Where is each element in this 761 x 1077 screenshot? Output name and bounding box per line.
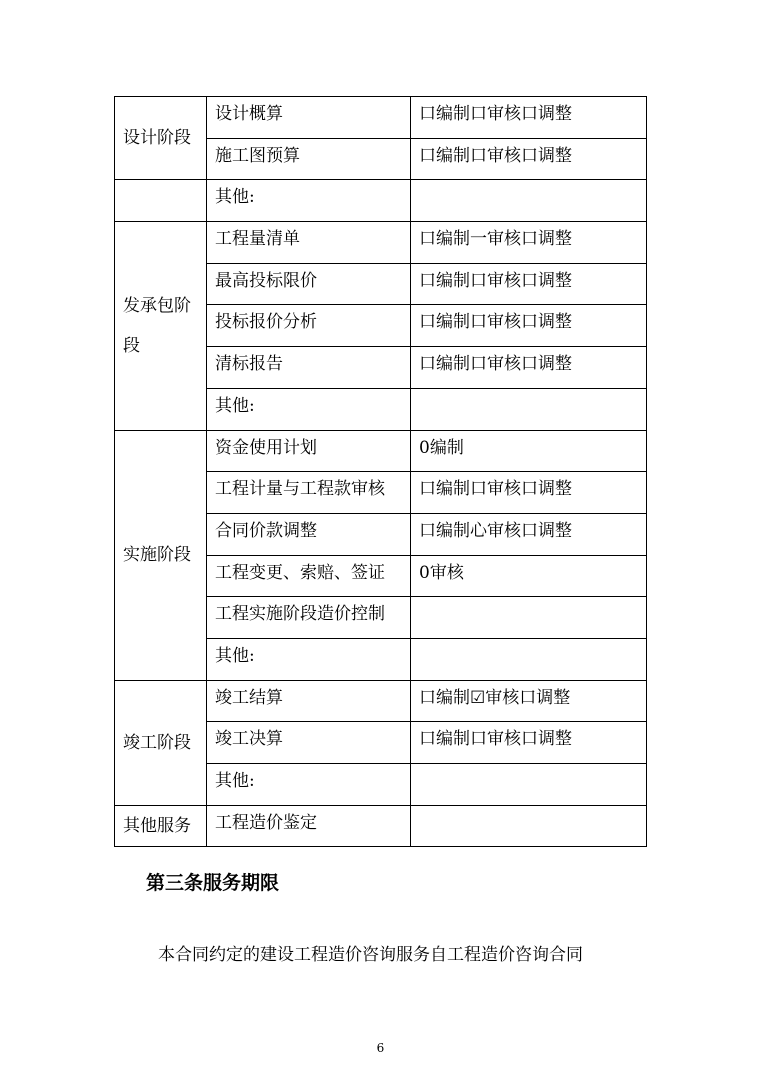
page-number: 6 — [376, 1041, 385, 1055]
options-cell: 口编制口审核口调整 — [411, 472, 647, 514]
options-cell: 口编制☑审核口调整 — [411, 680, 647, 722]
item-cell: 其他: — [207, 180, 411, 222]
item-cell: 竣工决算 — [207, 722, 411, 764]
item-cell: 其他: — [207, 638, 411, 680]
options-cell — [411, 388, 647, 430]
table-row — [115, 680, 647, 722]
stage-cell — [115, 680, 207, 805]
item-cell: 施工图预算 — [207, 138, 411, 180]
options-cell — [411, 638, 647, 680]
item-cell: 工程变更、索赔、签证 — [207, 555, 411, 597]
service-scope-table — [114, 96, 647, 847]
options-cell: 0编制 — [411, 430, 647, 472]
stage-cell — [115, 430, 207, 680]
options-cell — [411, 764, 647, 806]
stage-cell — [115, 180, 207, 222]
item-cell: 资金使用计划 — [207, 430, 411, 472]
table-row — [115, 97, 647, 139]
stage-label: 实施阶段 — [123, 545, 191, 566]
item-cell: 竣工结算 — [207, 680, 411, 722]
stage-label: 其他服务 — [123, 816, 191, 837]
options-cell: 口编制一审核口调整 — [411, 222, 647, 264]
stage-cell — [115, 805, 207, 847]
stage-label: 竣工阶段 — [123, 732, 191, 753]
item-cell: 工程计量与工程款审核 — [207, 472, 411, 514]
item-cell: 投标报价分析 — [207, 305, 411, 347]
options-cell: 口编制心审核口调整 — [411, 513, 647, 555]
table-row — [115, 180, 647, 222]
item-cell: 清标报告 — [207, 347, 411, 389]
body-paragraph: 本合同约定的建设工程造价咨询服务自工程造价咨询合同 — [158, 945, 583, 965]
options-cell: 口编制口审核口调整 — [411, 347, 647, 389]
item-cell: 工程实施阶段造价控制 — [207, 597, 411, 639]
table-row — [115, 805, 647, 847]
options-cell — [411, 597, 647, 639]
options-cell: 口编制口审核口调整 — [411, 138, 647, 180]
table-body — [115, 97, 647, 847]
item-cell: 设计概算 — [207, 97, 411, 139]
item-cell: 合同价款调整 — [207, 513, 411, 555]
item-cell: 其他: — [207, 388, 411, 430]
options-cell: 口编制口审核口调整 — [411, 305, 647, 347]
options-cell — [411, 180, 647, 222]
options-cell: 口编制口审核口调整 — [411, 97, 647, 139]
table-row — [115, 222, 647, 264]
stage-label: 发承包阶段 — [123, 295, 191, 356]
stage-label: 设计阶段 — [123, 128, 191, 149]
stage-cell — [115, 97, 207, 180]
options-cell: 口编制口审核口调整 — [411, 263, 647, 305]
section-heading: 第三条服务期限 — [146, 872, 280, 894]
options-cell — [411, 805, 647, 847]
stage-cell — [115, 222, 207, 430]
table-row — [115, 430, 647, 472]
options-cell: 0审核 — [411, 555, 647, 597]
item-cell: 工程造价鉴定 — [207, 805, 411, 847]
item-cell: 最高投标限价 — [207, 263, 411, 305]
item-cell: 其他: — [207, 764, 411, 806]
item-cell: 工程量清单 — [207, 222, 411, 264]
options-cell: 口编制口审核口调整 — [411, 722, 647, 764]
